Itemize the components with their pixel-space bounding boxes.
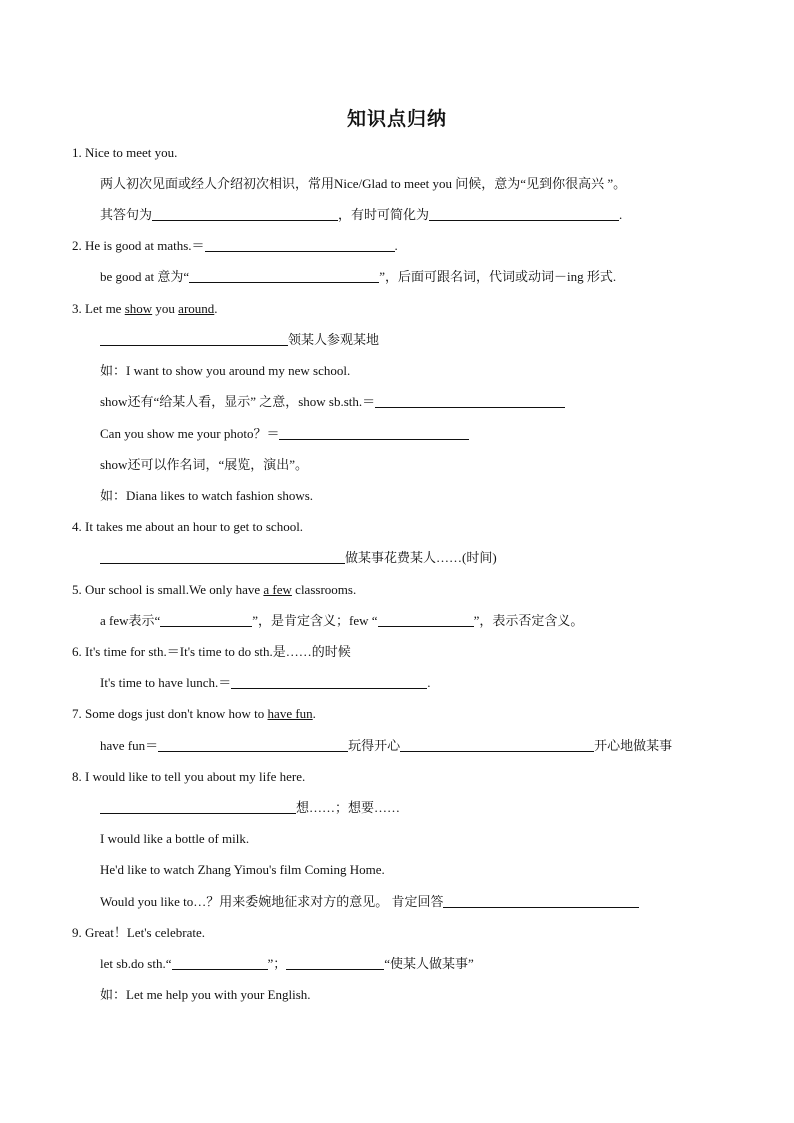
period: . <box>214 301 218 316</box>
item-8-example-2 <box>100 861 385 879</box>
item-3-text-b: you <box>152 301 179 316</box>
item-8-meaning: 想……；想要…… <box>296 800 401 815</box>
item-3-show-meaning-text: show还有“给某人看，显示” 之意，show sb.sth.＝ <box>100 394 376 409</box>
item-7-text-a: 7. Some dogs just don't know how to <box>72 706 268 721</box>
item-3-phrase-line <box>100 331 379 349</box>
underlined-have-fun: have fun <box>267 706 313 721</box>
item-2-explanation-label: be good at 意为“ <box>100 269 190 284</box>
item-3-noun-line <box>100 456 308 474</box>
item-3-photo-text: Can you show me your photo？＝ <box>100 426 280 441</box>
item-5-label-b: ”，是肯定含义；few “ <box>252 613 378 628</box>
underlined-a-few: a few <box>263 582 292 597</box>
item-3-heading <box>72 300 218 318</box>
period: . <box>427 675 431 690</box>
answer-blank[interactable] <box>378 613 474 627</box>
item-1-short-label: ，有时可简化为 <box>338 207 430 222</box>
item-9-example-text: 如：Let me help you with your English. <box>100 987 311 1002</box>
answer-blank[interactable] <box>172 956 268 970</box>
item-7-heading <box>72 705 316 723</box>
item-2-explanation <box>100 268 616 286</box>
answer-blank[interactable] <box>231 675 427 689</box>
item-2-text: 2. He is good at maths.＝ <box>72 238 205 253</box>
item-3-meaning: 领某人参观某地 <box>288 332 380 347</box>
item-9-label-b: ”； <box>267 956 287 971</box>
item-9-text: 9. Great！Let's celebrate. <box>72 925 205 940</box>
item-7-explanation <box>100 737 672 755</box>
item-9-example <box>100 986 311 1004</box>
item-2-explanation-tail: ”，后面可跟名词，代词或动词－ing 形式. <box>379 269 617 284</box>
item-3-show-meaning <box>100 393 565 411</box>
item-3-photo-line <box>100 425 469 443</box>
answer-blank[interactable] <box>443 894 639 908</box>
item-6-heading <box>72 643 351 661</box>
answer-blank[interactable] <box>400 738 594 752</box>
item-4-phrase-line <box>100 549 497 567</box>
answer-blank[interactable] <box>100 800 296 814</box>
item-8-phrase-line <box>100 799 400 817</box>
item-4-meaning: 做某事花费某人……(时间) <box>345 550 497 565</box>
answer-blank[interactable] <box>375 394 565 408</box>
answer-blank[interactable] <box>205 238 395 252</box>
item-6-example <box>100 674 430 692</box>
item-4-text: 4. It takes me about an hour to get to school. <box>72 519 304 534</box>
item-1-heading <box>72 144 177 162</box>
item-5-heading <box>72 581 356 599</box>
item-1-reply-label: 其答句为 <box>100 207 153 222</box>
item-3-example-text: 如：I want to show you around my new school. <box>100 363 351 378</box>
item-8-would-you-like <box>100 893 639 911</box>
answer-blank[interactable] <box>279 426 469 440</box>
item-2-heading <box>72 237 398 255</box>
period: . <box>394 238 398 253</box>
item-7-label-b: 玩得开心 <box>348 738 401 753</box>
item-8-example-1 <box>100 830 249 848</box>
period: . <box>312 706 316 721</box>
answer-blank[interactable] <box>189 269 379 283</box>
underlined-around: around <box>178 301 215 316</box>
item-9-explanation <box>100 955 474 973</box>
answer-blank[interactable] <box>100 332 288 346</box>
item-4-heading <box>72 518 303 536</box>
item-9-label-c: “使某人做某事” <box>384 956 474 971</box>
item-7-label-a: have fun＝ <box>100 738 159 753</box>
item-1-text: 1. Nice to meet you. <box>72 145 178 160</box>
item-9-label-a: let sb.do sth.“ <box>100 956 172 971</box>
item-3-example <box>100 362 350 380</box>
item-7-label-c: 开心地做某事 <box>594 738 673 753</box>
item-5-label-c: ”，表示否定含义。 <box>473 613 584 628</box>
answer-blank[interactable] <box>286 956 384 970</box>
answer-blank[interactable] <box>152 207 338 221</box>
answer-blank[interactable] <box>158 738 348 752</box>
item-3-example-2-text: 如：Diana likes to watch fashion shows. <box>100 488 314 503</box>
item-9-heading <box>72 924 205 942</box>
item-5-text-a: 5. Our school is small.We only have <box>72 582 264 597</box>
item-5-explanation <box>100 612 583 630</box>
item-3-example-2 <box>100 487 313 505</box>
item-8-would-you-like-text: Would you like to…？用来委婉地征求对方的意见。 肯定回答 <box>100 894 444 909</box>
item-5-label-a: a few表示“ <box>100 613 161 628</box>
period: . <box>619 207 623 222</box>
underlined-show: show <box>124 301 153 316</box>
item-1-explanation-text: 两人初次见面或经人介绍初次相识，常用Nice/Glad to meet you 问候，意为“见到你很高兴 ”。 <box>100 176 627 191</box>
item-1-explanation <box>100 175 626 193</box>
item-8-text: 8. I would like to tell you about my life here. <box>72 769 306 784</box>
item-3-noun-text: show还可以作名词，“展览，演出”。 <box>100 457 308 472</box>
item-6-text: 6. It's time for sth.＝It's time to do sth.是……的时候 <box>72 644 351 659</box>
item-5-text-b: classrooms. <box>291 582 357 597</box>
page-title: 知识点归纳 <box>346 108 447 130</box>
item-8-example-1-text: I would like a bottle of milk. <box>100 831 250 846</box>
answer-blank[interactable] <box>429 207 619 221</box>
item-3-text-a: 3. Let me <box>72 301 125 316</box>
item-8-heading <box>72 768 305 786</box>
answer-blank[interactable] <box>160 613 252 627</box>
item-8-example-2-text: He'd like to watch Zhang Yimou's film Coming Home. <box>100 862 385 877</box>
answer-blank[interactable] <box>100 550 345 564</box>
item-6-example-text: It's time to have lunch.＝ <box>100 675 232 690</box>
item-1-reply-line <box>100 206 622 224</box>
